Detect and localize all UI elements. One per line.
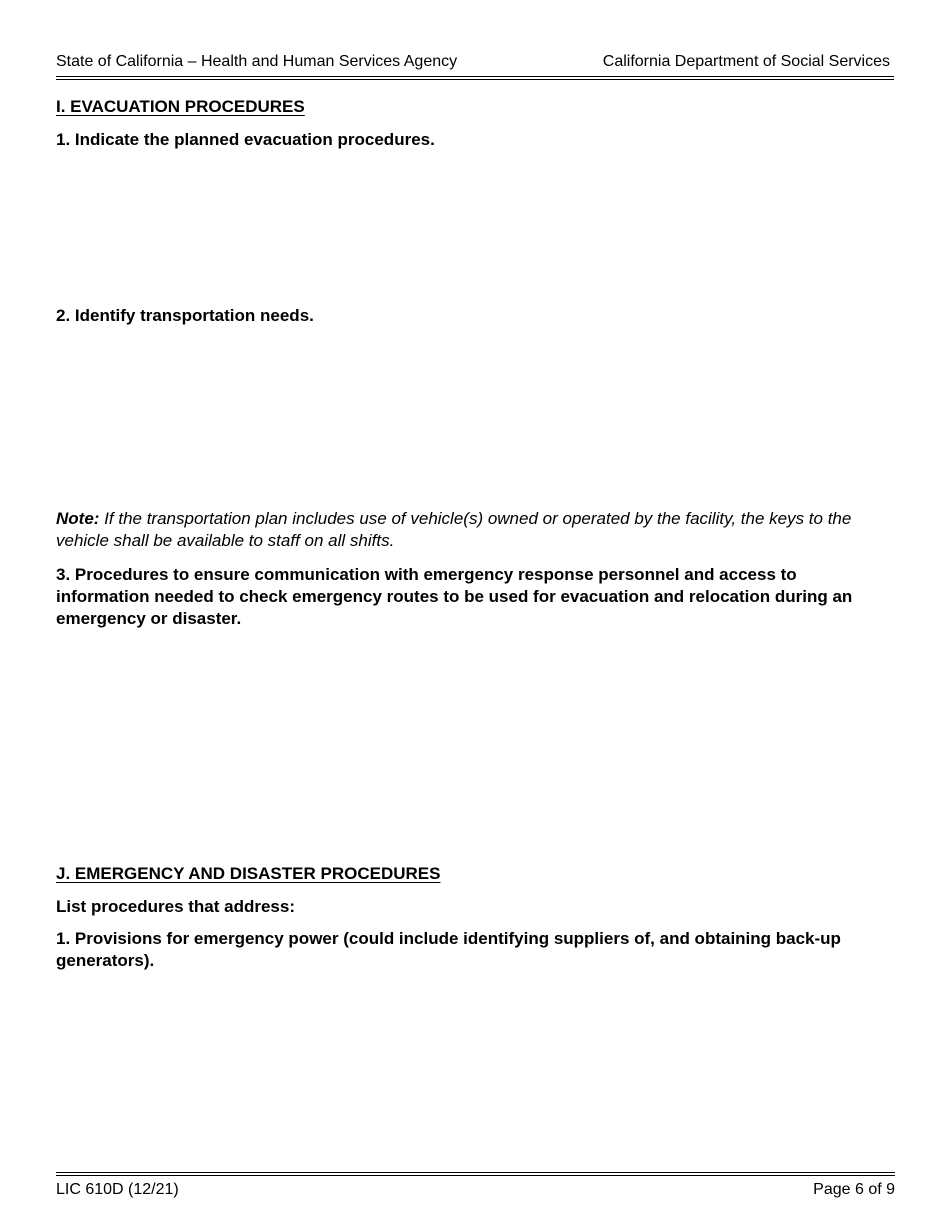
- form-id: LIC 610D (12/21): [56, 1181, 179, 1198]
- communication-procedures-question: 3. Procedures to ensure communication with emergency response personnel and access to information needed to check emergency routes to be used for evacuation and relocation during an emergency or disaster.: [56, 565, 853, 628]
- footer-divider: [56, 1172, 895, 1176]
- transportation-needs-question: 2. Identify transportation needs.: [56, 306, 314, 325]
- section-i-heading: I. EVACUATION PROCEDURES: [56, 97, 305, 116]
- evacuation-procedures-question: 1. Indicate the planned evacuation procedures.: [56, 130, 435, 149]
- transportation-note: [56, 508, 886, 552]
- note-text: If the transportation plan includes use of vehicle(s) owned or operated by the facility, the keys to the vehicle shall be available to staff on all shifts.: [56, 509, 852, 550]
- page-number: Page 6 of 9: [813, 1181, 895, 1198]
- section-j-heading: J. EMERGENCY AND DISASTER PROCEDURES: [56, 864, 441, 883]
- emergency-power-question: 1. Provisions for emergency power (could include identifying suppliers of, and obtaining back-up generators).: [56, 929, 841, 970]
- page-header: [56, 52, 890, 72]
- page-footer: [56, 1180, 895, 1200]
- note-label: Note:: [56, 509, 100, 528]
- header-department: California Department of Social Services: [602, 53, 890, 70]
- header-divider: [56, 76, 894, 80]
- header-agency: State of California – Health and Human Services Agency: [56, 53, 458, 70]
- section-j-intro: List procedures that address:: [56, 897, 296, 916]
